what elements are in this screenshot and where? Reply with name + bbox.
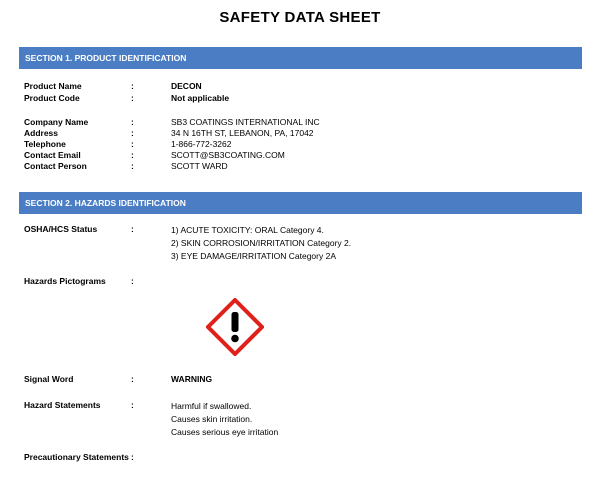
- telephone-label: Telephone: [24, 139, 66, 149]
- hazard-statements-list: [171, 400, 278, 439]
- colon: :: [131, 224, 134, 234]
- product-name-label: Product Name: [24, 81, 82, 91]
- hazard-statement-item: Harmful if swallowed.: [171, 401, 252, 411]
- colon: :: [131, 161, 134, 171]
- contact-person-value: SCOTT WARD: [171, 161, 228, 171]
- colon: :: [131, 276, 134, 286]
- osha-status-item: 2) SKIN CORROSION/IRRITATION Category 2.: [171, 238, 352, 248]
- signal-word-value: WARNING: [171, 374, 213, 384]
- osha-status-item: 3) EYE DAMAGE/IRRITATION Category 2A: [171, 251, 337, 261]
- colon: :: [131, 117, 134, 127]
- osha-status-label: OSHA/HCS Status: [24, 224, 98, 234]
- hazard-statement-item: Causes skin irritation.: [171, 414, 253, 424]
- product-name-value: DECON: [171, 81, 202, 91]
- colon: :: [131, 93, 134, 103]
- osha-status-item: 1) ACUTE TOXICITY: ORAL Category 4.: [171, 225, 324, 235]
- colon: :: [131, 374, 134, 384]
- colon: :: [131, 150, 134, 160]
- colon: :: [131, 128, 134, 138]
- product-code-label: Product Code: [24, 93, 80, 103]
- telephone-value: 1-866-772-3262: [171, 139, 232, 149]
- osha-status-list: [171, 224, 351, 263]
- address-label: Address: [24, 128, 59, 138]
- section-1-header: SECTION 1. PRODUCT IDENTIFICATION: [19, 47, 582, 69]
- email-value: SCOTT@SB3COATING.COM: [171, 150, 285, 160]
- hazard-statement-item: Causes serious eye irritation: [171, 427, 279, 437]
- exclamation-mark-diamond-icon: [206, 298, 264, 356]
- precautionary-statements-label: Precautionary Statements: [24, 452, 129, 462]
- colon: :: [131, 400, 134, 410]
- hazards-pictograms-label: Hazards Pictograms: [24, 276, 106, 286]
- contact-person-label: Contact Person: [24, 161, 87, 171]
- document-title: SAFETY DATA SHEET: [219, 9, 381, 26]
- colon: :: [131, 452, 134, 462]
- product-code-value: Not applicable: [171, 93, 230, 103]
- company-value: SB3 COATINGS INTERNATIONAL INC: [171, 117, 320, 127]
- address-value: 34 N 16TH ST, LEBANON, PA, 17042: [171, 128, 314, 138]
- colon: :: [131, 139, 134, 149]
- email-label: Contact Email: [24, 150, 81, 160]
- section-2-header: SECTION 2. HAZARDS IDENTIFICATION: [19, 192, 582, 214]
- colon: :: [131, 81, 134, 91]
- signal-word-label: Signal Word: [24, 374, 74, 384]
- company-label: Company Name: [24, 117, 89, 127]
- hazard-statements-label: Hazard Statements: [24, 400, 101, 410]
